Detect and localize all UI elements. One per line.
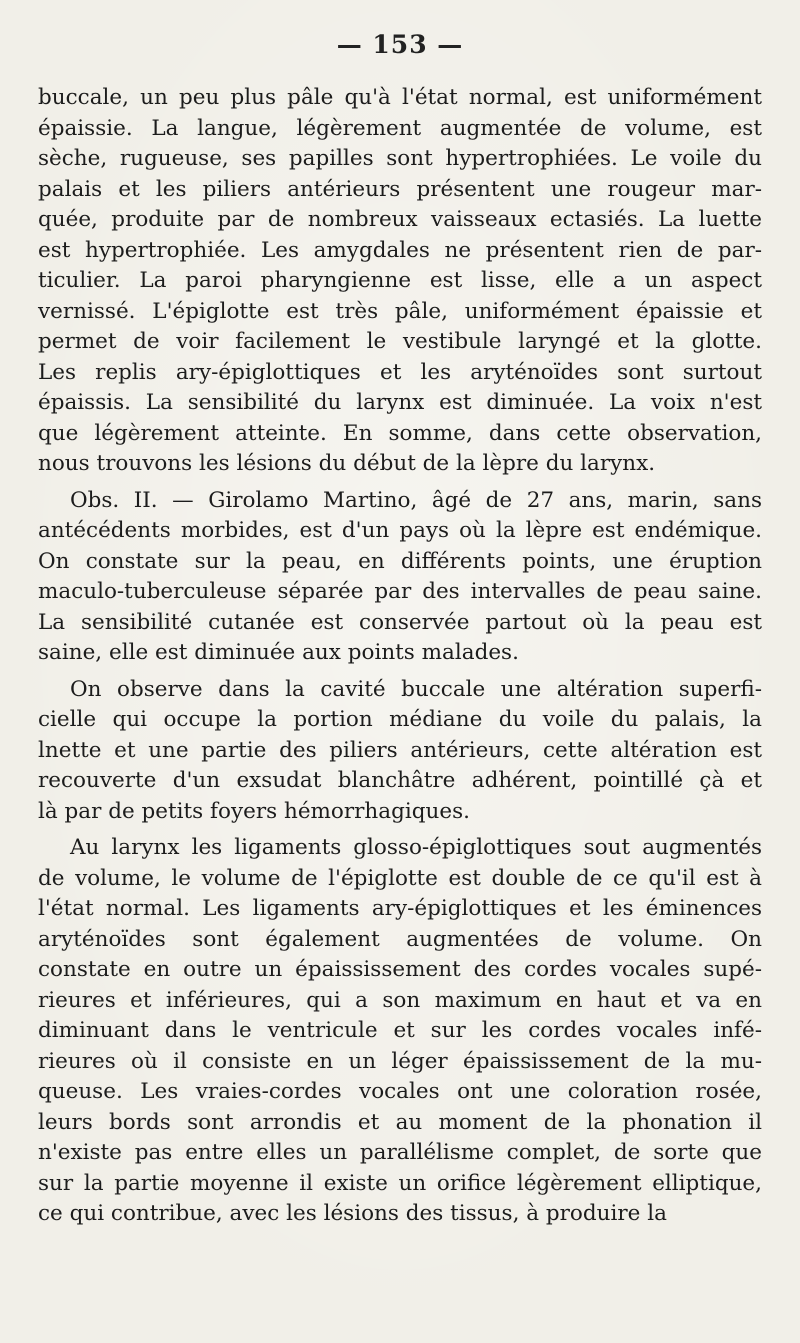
text-line: là par de petits foyers hémorrhagiques. <box>38 798 470 824</box>
text-line: saine, elle est diminuée aux points malades. <box>38 640 519 665</box>
text-line: sèche, rugueuse, ses papilles sont hypertrophiées. Le voile du <box>38 146 762 171</box>
text-line: rieures où il consiste en un léger épaississement de la mu- <box>38 1048 762 1074</box>
text-line: ticulier. La paroi pharyngienne est lisse, elle a un aspect <box>38 268 762 293</box>
text-line: que légèrement atteinte. En somme, dans cette observation, <box>38 420 762 446</box>
text-line: de volume, le volume de l'épiglotte est double de ce qu'il est à <box>38 865 762 891</box>
text-line: n'existe pas entre elles un parallélisme complet, de sorte que <box>38 1140 762 1165</box>
paragraph <box>38 486 762 669</box>
text-line: On observe dans la cavité buccale une altération superfi- <box>70 676 762 702</box>
text-line: permet de voir facilement le vestibule laryngé et la glotte. <box>38 329 762 354</box>
text-line: On constate sur la peau, en différents points, une éruption <box>38 548 762 574</box>
text-line: recouverte d'un exsudat blanchâtre adhérent, pointillé çà et <box>38 768 762 793</box>
text-line: quée, produite par de nombreux vaisseaux ectasiés. La luette <box>38 207 762 232</box>
text-line: ce qui contribue, avec les lésions des tissus, à produire la <box>38 1201 667 1226</box>
text-line: buccale, un peu plus pâle qu'à l'état normal, est uniformément <box>38 85 762 110</box>
paragraph <box>38 833 762 1230</box>
text-line: constate en outre un épaississement des cordes vocales supé- <box>38 957 762 982</box>
page-number: — 153 — <box>336 30 464 59</box>
text-line: nous trouvons les lésions du début de la lèpre du larynx. <box>38 451 656 476</box>
text-line: palais et les piliers antérieurs présentent une rougeur mar- <box>38 176 762 202</box>
text-line: queuse. Les vraies-cordes vocales ont une coloration rosée, <box>38 1079 762 1104</box>
text-line: épaissie. La langue, légèrement augmentée de volume, est <box>38 115 762 141</box>
text-line: Obs. II. — Girolamo Martino, âgé de 27 ans, marin, sans <box>70 487 762 513</box>
paragraph <box>38 675 762 828</box>
text-line: vernissé. L'épiglotte est très pâle, uniformément épaissie et <box>38 298 762 324</box>
text-line: cielle qui occupe la portion médiane du voile du palais, la <box>38 707 762 732</box>
text-line: sur la partie moyenne il existe un orifice légèrement elliptique, <box>38 1170 762 1196</box>
body-text <box>38 83 762 1230</box>
text-line: épaissis. La sensibilité du larynx est diminuée. La voix n'est <box>38 390 762 415</box>
text-line: aryténoïdes sont également augmentées de volume. On <box>38 926 762 952</box>
text-line: maculo-tuberculeuse séparée par des intervalles de peau saine. <box>38 579 762 604</box>
text-line: Les replis ary-épiglottiques et les aryténoïdes sont surtout <box>38 359 762 385</box>
text-line: Au larynx les ligaments glosso-épiglottiques sout augmentés <box>70 835 762 860</box>
text-line: antécédents morbides, est d'un pays où la lèpre est endémique. <box>38 518 762 543</box>
text-line: lnette et une partie des piliers antérieurs, cette altération est <box>38 737 762 763</box>
text-line: l'état normal. Les ligaments ary-épiglottiques et les éminences <box>38 896 762 921</box>
text-line: La sensibilité cutanée est conservée partout où la peau est <box>38 609 762 635</box>
paragraph <box>38 83 762 480</box>
text-line: diminuant dans le ventricule et sur les cordes vocales infé- <box>38 1018 762 1043</box>
text-line: est hypertrophiée. Les amygdales ne présentent rien de par- <box>38 237 762 263</box>
text-line: rieures et inférieures, qui a son maximum en haut et va en <box>38 987 762 1013</box>
text-line: leurs bords sont arrondis et au moment de la phonation il <box>38 1109 762 1135</box>
